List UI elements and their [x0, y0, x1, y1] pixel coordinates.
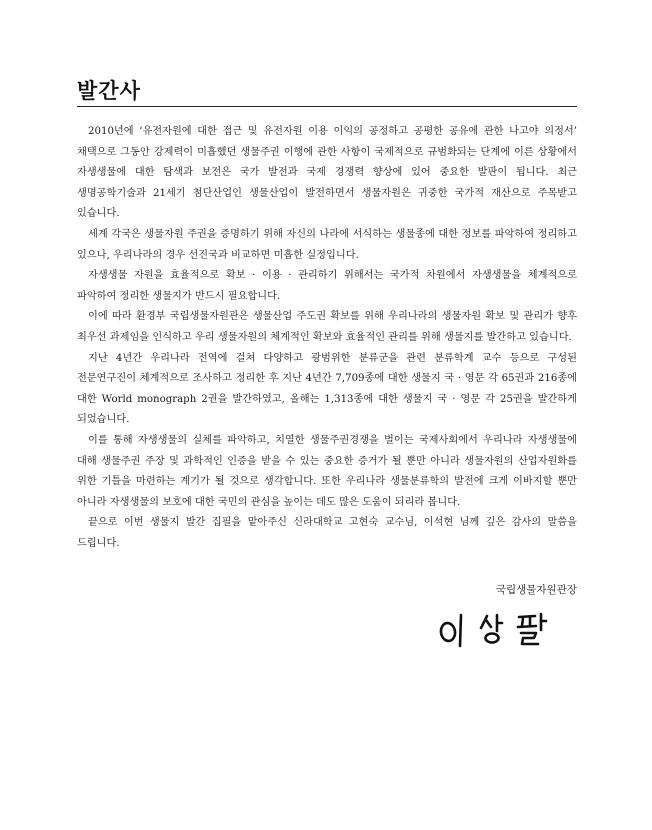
title-underline: [77, 106, 577, 107]
paragraph: 세계 각국은 생물자원 주권을 증명하기 위해 자신의 나라에 서식하는 생물종에 대한 정보를 파악하여 정리하고 있으나, 우리나라의 경우 선진국과 비교하면 미흡한 실정입니다.: [77, 228, 577, 261]
paragraph: 2010년에 ‘유전자원에 대한 접근 및 유전자원 이용 이익의 공정하고 공평한 공유에 관한 나고야 의정서’ 채택으로 그동안 강제력이 미흡했던 생물주권 이행에 관한 사항이 국제적으로 규범화되는 단계에 이른 상황에서 자생생물에 대한 탐색과 보전은 국가 발전과 국제 경쟁력 향상에 있어 중요한 발판이 됩니다. 최근 생명공학기술과 21세기 첨단산업인 생물산업이 발전하면서 생물자원은 귀중한 국가적 재산으로 주목받고 있습니다.: [77, 126, 577, 220]
signature-image: [435, 606, 555, 650]
paragraph: 자생생물 자원을 효율적으로 확보 · 이용 · 관리하기 위해서는 국가적 차원에서 자생생물을 체계적으로 파악하여 정리한 생물지가 반드시 필요합니다.: [77, 270, 577, 302]
body-text: [77, 122, 577, 554]
paragraph: 이를 통해 자생생물의 실체를 파악하고, 치열한 생물주권경쟁을 벌이는 국제사회에서 우리나라 자생생물에 대해 생물주권 주장 및 과학적인 인증을 받을 수 있는 중요한 증거가 될 뿐만 아니라 생물자원의 산업자원화를 위한 기틀을 마련하는 계기가 될 것으로 생각합니다. 또한 우리나라 생물분류학의 발전에 크게 이바지할 뿐만 아니라 자생생물의 보호에 대한 국민의 관심을 높이는 데도 많은 도움이 되리라 봅니다.: [77, 434, 577, 508]
page-title: 발간사: [77, 79, 141, 103]
paragraph: 이에 따라 환경부 국립생물자원관은 생물산업 주도권 확보를 위해 우리나라의 생물자원 확보 및 관리가 향후 최우선 과제임을 인식하고 우리 생물자원의 체계적인 확보와 효율적인 관리를 위해 생물지를 발간하고 있습니다.: [77, 311, 577, 343]
paragraph: 지난 4년간 우리나라 전역에 걸쳐 다양하고 광범위한 분류군을 관련 분류학계 교수 등으로 구성된 전문연구진이 체계적으로 조사하고 정리한 후 지난 4년간 7,709종에 대한 생물지 국 · 영문 각 65권과 216종에 대한 World monograph 2권을 발간하였고, 올해는 1,313종에 대한 생물지 국 · 영문 각 25권을 발간하게 되었습니다.: [77, 352, 577, 426]
paragraph: 끝으로 이번 생물지 발간 집필을 맡아주신 신라대학교 고현숙 교수님, 이석현 님께 깊은 감사의 말씀을 드립니다.: [77, 517, 577, 549]
signoff-organization: 국립생물자원관장: [495, 584, 577, 596]
